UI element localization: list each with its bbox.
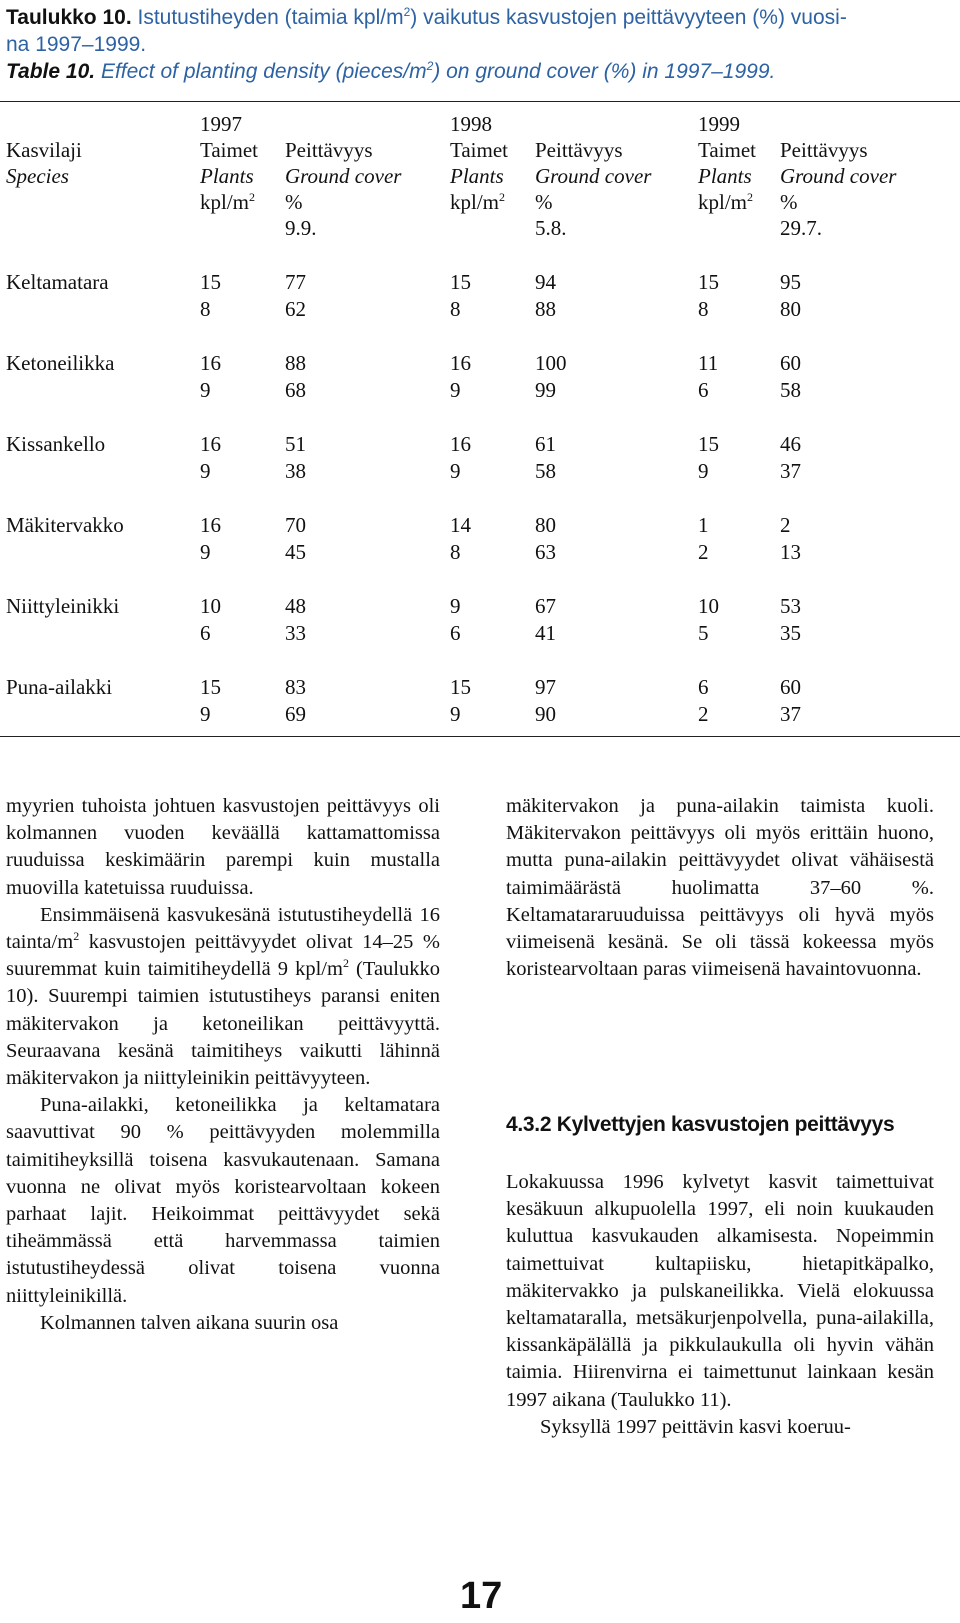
header-plants-fi: Taimet	[200, 138, 259, 162]
paragraph: Ensimmäisenä kasvukesänä istutustiheydellä 16 tainta/$m^2$ kasvustojen peittävyydet olivat 14–25 % suuremmat kuin taimitiheydellä 9 kpl/$m^2$ (Taulukko 10). Suurempi taimien istutustiheys paransi eniten mäkitervakon ja ketoneilikan peittävyyttä. Seuraavana kesänä taimitiheys vaikutti lähinnä mäkitervakon ja niittyleinikin peittävyyteen.	[6, 903, 440, 1090]
table-cell: 15	[698, 270, 719, 294]
table-cell: 10	[698, 594, 719, 618]
header-date: 29.7.	[780, 216, 822, 240]
header-cover-unit: %	[780, 190, 798, 214]
table-cell: 11	[698, 351, 719, 375]
paragraph: mäkitervakon ja puna-ailakin taimista kuoli. Mäkitervakon peittävyys oli myös erittäin huono, mutta puna-ailakin peittävyydet olivat vähäisestä taimimäärästä huolimatta 37–60 %. Keltamatararuuduissa peittävyys oli hyvä myös viimeisenä kesänä. Se oli tässä kokeessa myös koristearvoltaan paras viimeisenä havaintovuonna.	[506, 795, 934, 981]
table-cell: 63	[535, 540, 556, 564]
table-cell: 77	[285, 270, 306, 294]
table-cell: 16	[200, 351, 221, 375]
table-cell: 83	[285, 675, 306, 699]
caption-english	[6, 58, 946, 85]
table-cell: 13	[780, 540, 801, 564]
table-species-cell: Ketoneilikka	[6, 351, 115, 375]
header-plants-en: Plants	[200, 164, 254, 188]
table-cell: 58	[535, 459, 556, 483]
table-cell: 53	[780, 594, 801, 618]
table-cell: 80	[535, 513, 556, 537]
table-species-cell: Keltamatara	[6, 270, 109, 294]
table-cell: 9	[200, 540, 211, 564]
header-plants-unit: kpl/$m^2$	[200, 190, 256, 214]
table-cell: 41	[535, 621, 556, 645]
header-plants-en: Plants	[450, 164, 504, 188]
table-cell: 9	[200, 459, 211, 483]
header-cover-en: Ground cover	[780, 164, 897, 188]
header-plants-fi: Taimet	[450, 138, 509, 162]
table-cell: 16	[450, 351, 471, 375]
table-cell: 15	[200, 270, 221, 294]
header-cover-unit: %	[285, 190, 303, 214]
header-cover-en: Ground cover	[285, 164, 402, 188]
caption-en-label: Table 10.	[6, 60, 96, 83]
header-year-1997: 1997	[200, 112, 242, 136]
table-cell: 9	[450, 594, 461, 618]
table-cell: 38	[285, 459, 306, 483]
table-cell: 6	[698, 378, 709, 402]
caption-en-text: Effect of planting density $(pieces/m^2)$ on ground cover (%) in 1997–1999.	[95, 59, 776, 83]
header-plants-unit: kpl/$m^2$	[450, 190, 506, 214]
table-cell: 95	[780, 270, 801, 294]
table-cell: 58	[780, 378, 801, 402]
table-cell: 6	[200, 621, 211, 645]
table-cell: 100	[535, 351, 567, 375]
header-cover-fi: Peittävyys	[780, 138, 868, 162]
table-cell: 2	[698, 540, 709, 564]
table-cell: 8	[450, 540, 461, 564]
table-cell: 9	[450, 702, 461, 726]
table-species-cell: Niittyleinikki	[6, 594, 120, 618]
table-cell: 2	[698, 702, 709, 726]
table-cell: 6	[698, 675, 709, 699]
table-cell: 9	[200, 702, 211, 726]
header-plants-fi: Taimet	[698, 138, 757, 162]
right-text-column	[506, 793, 934, 983]
table-species-cell: Kissankello	[6, 432, 106, 456]
table-cell: 88	[285, 351, 306, 375]
table-cell: 14	[450, 513, 471, 537]
header-date: 9.9.	[285, 216, 317, 240]
header-species-en: Species	[6, 164, 69, 188]
header-cover-fi: Peittävyys	[535, 138, 623, 162]
table-cell: 1	[698, 513, 709, 537]
paragraph: Lokakuussa 1996 kylvetyt kasvit taimettuivat kesäkuun alkupuolella 1997, eli noin kuukauden kuluttua kasvukauden alkamisesta. Nopeimmin taimettuivat kultapiisku, hietapitkäpalko, mäkitervakko ja pulskaneilikka. Vielä elokuussa keltamataralla, metsäkurjenpolvella, puna-ailakilla, kissankäpälällä ja pikkulaukulla oli hyvin vähän taimia. Hiirenvirna ei taimettunut lainkaan kesän 1997 aikana (Taulukko 11).	[506, 1171, 934, 1411]
table-cell: 60	[780, 675, 801, 699]
paragraph: Kolmannen talven aikana suurin osa	[40, 1311, 339, 1334]
table-cell: 9	[200, 378, 211, 402]
header-year-1999: 1999	[698, 112, 740, 136]
header-plants-unit: kpl/$m^2$	[698, 190, 754, 214]
table-cell: 97	[535, 675, 556, 699]
caption-finnish	[6, 4, 946, 58]
header-year-1998: 1998	[450, 112, 492, 136]
table-cell: 62	[285, 297, 306, 321]
table-species-cell: Mäkitervakko	[6, 513, 124, 537]
table-cell: 8	[200, 297, 211, 321]
table-cell: 48	[285, 594, 306, 618]
table-cell: 33	[285, 621, 306, 645]
table-cell: 37	[780, 459, 801, 483]
table-cell: 5	[698, 621, 709, 645]
table-cell: 16	[450, 432, 471, 456]
table-cell: 9	[450, 459, 461, 483]
table-cell: 94	[535, 270, 556, 294]
table-cell: 9	[698, 459, 709, 483]
paragraph: Puna-ailakki, ketoneilikka ja keltamatara saavuttivat 90 % peittävyyden molemmilla taimitiheyksillä toisena kasvukautenaan. Samana vuonna ne olivat myös koristearvoltaan kokeen parhaat lajit. Heikoimmat peittävyydet sekä tiheämmässä että harvemmassa taimien istutustiheydessä olivat toisena vuonna niittyleinikillä.	[6, 1094, 440, 1307]
table-cell: 37	[780, 702, 801, 726]
table-species-cell: Puna-ailakki	[6, 675, 113, 699]
table-cell: 67	[535, 594, 556, 618]
table-cell: 70	[285, 513, 306, 537]
table-cell: 69	[285, 702, 306, 726]
table-bottom-rule	[0, 736, 960, 737]
right-text-column-lower	[506, 1169, 934, 1441]
table-cell: 16	[200, 432, 221, 456]
table-cell: 15	[200, 675, 221, 699]
table-cell: 45	[285, 540, 306, 564]
table-top-rule	[0, 101, 960, 102]
table-cell: 88	[535, 297, 556, 321]
table-cell: 99	[535, 378, 556, 402]
section-heading: 4.3.2 Kylvettyjen kasvustojen peittävyys	[506, 1113, 895, 1136]
header-date: 5.8.	[535, 216, 567, 240]
table-cell: 2	[780, 513, 791, 537]
page-number: 17	[460, 1575, 503, 1617]
paragraph: myyrien tuhoista johtuen kasvustojen peittävyys oli kolmannen vuoden keväällä kattamattomissa ruuduissa keskimäärin parempi kuin mustalla muovilla katetuissa ruuduissa.	[6, 795, 440, 899]
table-cell: 8	[698, 297, 709, 321]
table-cell: 6	[450, 621, 461, 645]
table-cell: 15	[698, 432, 719, 456]
table-caption	[6, 4, 946, 85]
table-cell: 51	[285, 432, 306, 456]
table-cell: 10	[200, 594, 221, 618]
table-cell: 35	[780, 621, 801, 645]
table-cell: 15	[450, 675, 471, 699]
table-cell: 16	[200, 513, 221, 537]
header-plants-en: Plants	[698, 164, 752, 188]
header-cover-en: Ground cover	[535, 164, 652, 188]
table-cell: 15	[450, 270, 471, 294]
table-cell: 61	[535, 432, 556, 456]
header-species-fi: Kasvilaji	[6, 138, 82, 162]
caption-fi-text: Istutustiheyden (taimia kpl/$m^2$) vaikutus kasvustojen peittävyyteen (%) vuosi- na 1997–1999.	[6, 5, 847, 56]
header-cover-fi: Peittävyys	[285, 138, 373, 162]
table-cell: 9	[450, 378, 461, 402]
paragraph: Syksyllä 1997 peittävin kasvi koeruu-	[540, 1415, 851, 1438]
table-cell: 46	[780, 432, 801, 456]
left-text-column	[6, 793, 440, 1337]
table-cell: 80	[780, 297, 801, 321]
caption-fi-label: Taulukko 10.	[6, 6, 132, 29]
table-cell: 60	[780, 351, 801, 375]
table-cell: 68	[285, 378, 306, 402]
header-cover-unit: %	[535, 190, 553, 214]
table-cell: 90	[535, 702, 556, 726]
table-cell: 8	[450, 297, 461, 321]
